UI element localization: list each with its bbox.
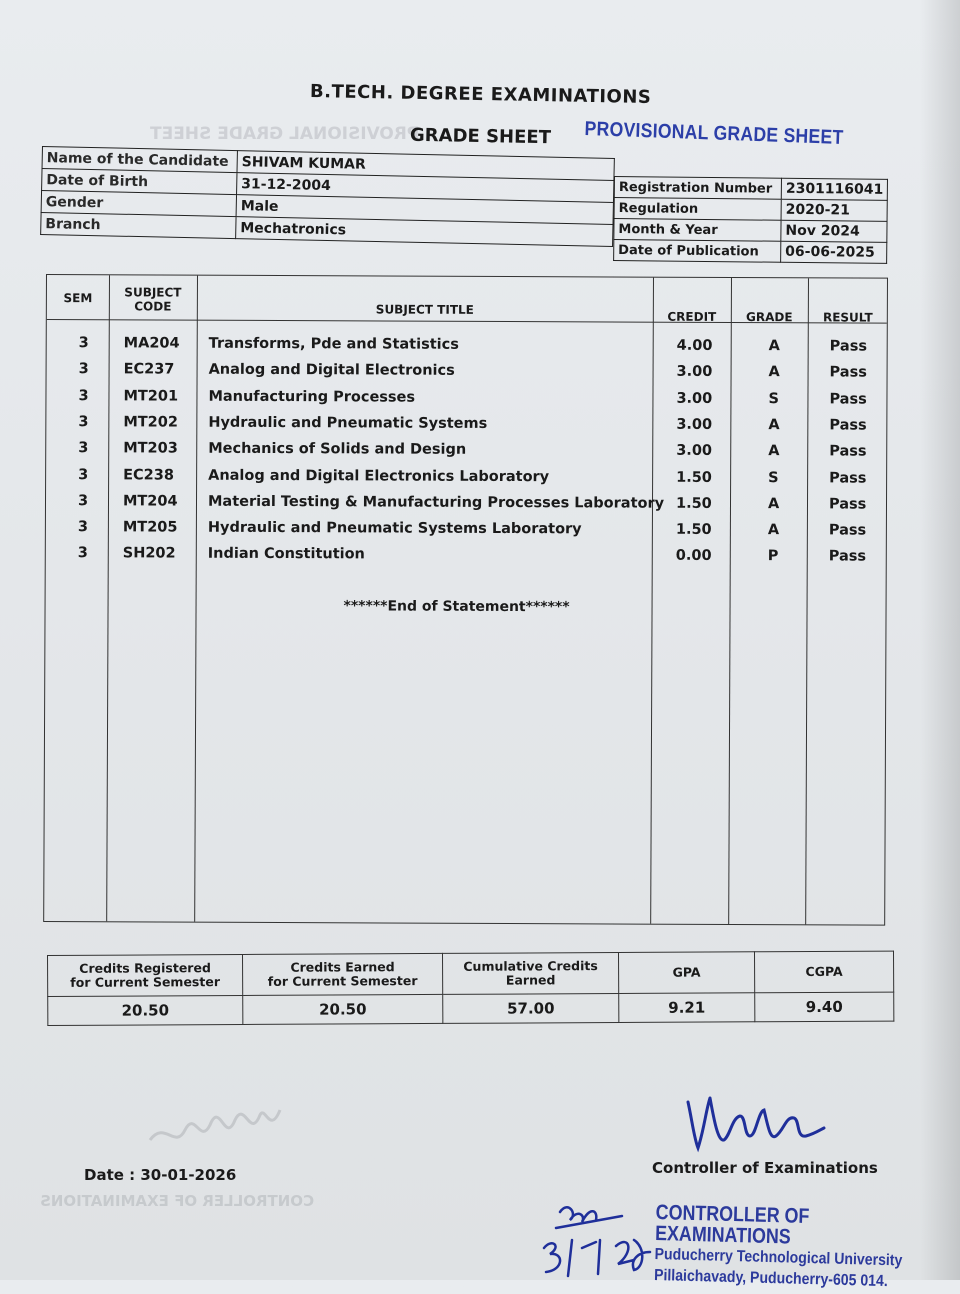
bleed-through-text: CONTROLLER OF EXAMINATIONS	[40, 1192, 315, 1210]
stamp-line-1: CONTROLLER OF EXAMINATIONS	[654, 1201, 810, 1249]
controller-stamp	[654, 1202, 960, 1294]
row-credit: 4.00	[676, 337, 713, 354]
row-result: Pass	[828, 522, 867, 539]
month-year-label: Month & Year	[614, 219, 781, 242]
row-result: Pass	[829, 364, 867, 381]
handwritten-initials-date	[538, 1194, 656, 1278]
row-credit: 3.00	[676, 442, 713, 460]
row-code: MA204	[123, 335, 180, 352]
page-shadow	[920, 0, 960, 1280]
row-code: MT203	[123, 440, 178, 457]
row-code: SH202	[122, 545, 176, 562]
row-sem: 3	[77, 519, 89, 536]
row-title: Manufacturing Processes	[208, 388, 416, 406]
bleed-through-signature	[140, 1090, 290, 1160]
row-grade: S	[768, 390, 779, 407]
gpa-value: 9.21	[619, 993, 755, 1023]
summary-header-registered	[48, 954, 243, 996]
header-grade: GRADE	[746, 310, 793, 325]
candidate-name: SHIVAM KUMAR	[237, 151, 614, 181]
row-title: Hydraulic and Pneumatic Systems	[208, 414, 488, 432]
table-row	[46, 493, 886, 523]
bleed-through-text: PROVISIONAL GRADE SHEET	[150, 124, 420, 144]
credits-registered-value: 20.50	[48, 995, 243, 1025]
table-row	[46, 545, 886, 575]
table-row	[46, 519, 886, 549]
table-row	[46, 388, 886, 418]
gender-label: Gender	[41, 191, 236, 217]
row-result: Pass	[829, 417, 867, 434]
summary-header-cumulative	[442, 953, 618, 995]
row-code: MT201	[123, 387, 179, 405]
controller-signature	[680, 1090, 830, 1154]
header-code	[109, 285, 197, 313]
cgpa-value: 9.40	[755, 992, 894, 1022]
row-credit: 1.50	[676, 469, 712, 486]
row-code: MT205	[122, 519, 178, 536]
row-credit: 3.00	[676, 364, 713, 381]
row-sem: 3	[78, 335, 89, 352]
row-result: Pass	[829, 338, 868, 355]
row-result: Pass	[829, 469, 867, 487]
stamp-line-2: Puducherry Technological University	[654, 1245, 903, 1270]
reg-number: 2301116041	[781, 178, 888, 200]
row-grade: S	[768, 469, 779, 486]
summary-header-gpa: GPA	[618, 952, 754, 994]
row-sem: 3	[77, 492, 89, 509]
row-title: Transforms, Pde and Statistics	[208, 335, 459, 353]
grades-table	[43, 274, 888, 926]
branch-label: Branch	[41, 212, 236, 238]
dob-label: Date of Birth	[42, 169, 237, 195]
row-credit: 1.50	[675, 495, 712, 512]
row-sem: 3	[78, 414, 89, 431]
candidate-gender: Male	[236, 195, 613, 225]
summary-header-line: Credits Earned	[290, 959, 395, 975]
row-result: Pass	[828, 548, 867, 565]
header-code-line1: SUBJECT	[124, 285, 182, 300]
provisional-stamp: PROVISIONAL GRADE SHEET	[584, 118, 844, 150]
table-row	[46, 467, 886, 497]
candidate-info-table	[40, 146, 615, 247]
row-grade: A	[767, 522, 780, 539]
publication-label: Date of Publication	[614, 240, 781, 263]
issue-date: Date : 30-01-2026	[84, 1166, 237, 1184]
header-result: RESULT	[822, 310, 873, 325]
registration-info-table	[613, 176, 888, 264]
summary-header-cgpa: CGPA	[754, 951, 893, 993]
row-credit: 1.50	[675, 521, 712, 539]
table-row	[47, 335, 887, 365]
row-sem: 3	[78, 440, 89, 457]
row-result: Pass	[829, 443, 867, 460]
regulation-value: 2020-21	[781, 199, 888, 221]
summary-header-earned	[242, 953, 442, 995]
row-grade: P	[767, 548, 779, 565]
candidate-dob: 31-12-2004	[237, 173, 614, 203]
row-sem: 3	[78, 466, 89, 483]
exam-title: B.TECH. DEGREE EXAMINATIONS	[309, 81, 652, 108]
row-title: Analog and Digital Electronics Laboratory	[208, 467, 550, 485]
credits-earned-value: 20.50	[243, 994, 443, 1024]
row-code: EC237	[123, 361, 175, 378]
summary-header-line: Credits Registered	[79, 960, 211, 976]
header-credit: CREDIT	[667, 309, 717, 324]
header-title: SUBJECT TITLE	[375, 302, 474, 317]
row-grade: A	[768, 338, 780, 355]
row-credit: 0.00	[675, 548, 712, 565]
summary-header-line: for Current Semester	[267, 973, 418, 989]
header-sem: SEM	[63, 291, 93, 306]
row-credit: 3.00	[676, 390, 713, 407]
row-sem: 3	[78, 361, 89, 378]
table-row	[46, 414, 886, 444]
cumulative-credits-value: 57.00	[443, 994, 619, 1024]
row-title: Mechanics of Solids and Design	[208, 440, 467, 459]
sheet-title: GRADE SHEET	[409, 124, 552, 149]
row-grade: A	[767, 495, 780, 512]
row-title: Material Testing & Manufacturing Processes Laboratory	[207, 493, 665, 512]
header-code-line2: CODE	[134, 299, 172, 314]
signatory-title: Controller of Examinations	[652, 1159, 878, 1177]
row-title: Hydraulic and Pneumatic Systems Laboratory	[207, 519, 582, 538]
summary-header-line: for Current Semester	[70, 974, 221, 990]
row-code: EC238	[123, 466, 174, 484]
row-credit: 3.00	[676, 416, 713, 433]
publication-date: 06-06-2025	[781, 241, 888, 263]
row-grade: A	[768, 364, 780, 381]
row-grade: A	[768, 417, 780, 434]
table-row	[47, 361, 887, 391]
row-sem: 3	[78, 387, 89, 404]
summary-table	[47, 951, 894, 1026]
summary-header-line: Earned	[505, 972, 556, 988]
row-sem: 3	[77, 545, 88, 562]
row-code: MT202	[123, 414, 178, 431]
candidate-branch: Mechatronics	[236, 217, 613, 247]
row-title: Indian Constitution	[207, 546, 365, 563]
row-result: Pass	[828, 496, 867, 513]
row-code: MT204	[122, 493, 178, 510]
stamp-line-3: Pillaichavady, Puducherry-605 014.	[653, 1266, 888, 1291]
reg-label: Registration Number	[614, 177, 781, 200]
month-year-value: Nov 2024	[781, 220, 888, 242]
end-of-statement: ******End of Statement******	[343, 598, 570, 616]
table-row	[46, 440, 886, 470]
regulation-label: Regulation	[614, 198, 781, 221]
name-label: Name of the Candidate	[42, 147, 237, 173]
row-title: Analog and Digital Electronics	[208, 362, 455, 380]
summary-header-line: Cumulative Credits	[463, 958, 598, 974]
row-grade: A	[768, 443, 780, 460]
row-result: Pass	[829, 391, 867, 408]
